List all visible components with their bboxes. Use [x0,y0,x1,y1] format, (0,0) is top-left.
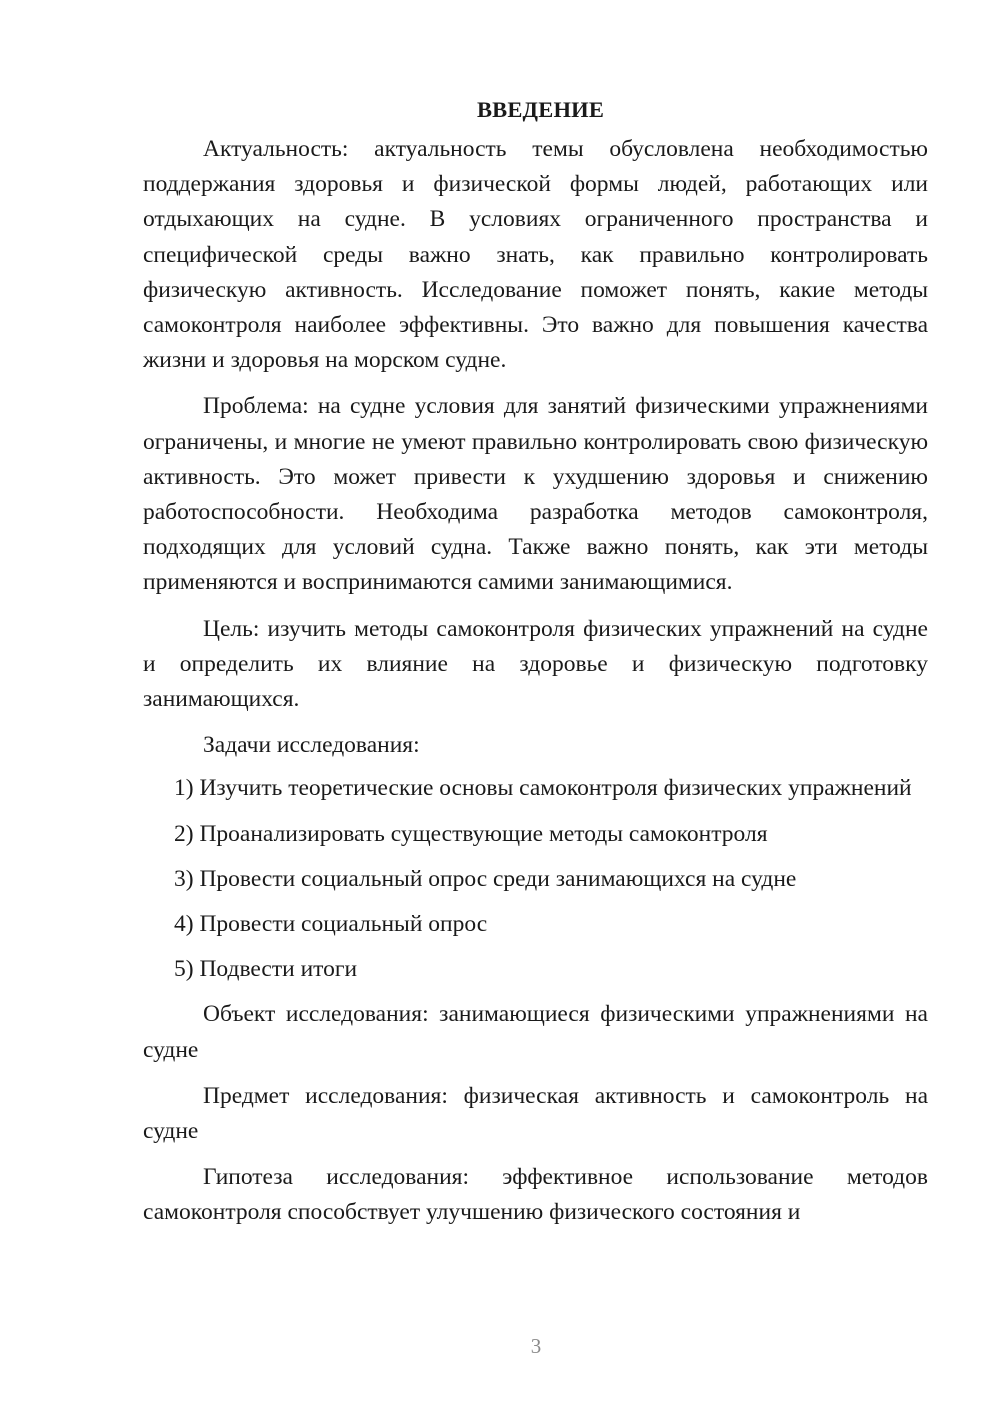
page-title: ВВЕДЕНИЕ [476,97,605,122]
task-item-1: 1) Изучить теоретические основы самоконтроля физических упражнений [174,775,912,802]
page-number: 3 [530,1334,542,1358]
document-body [143,88,928,1231]
paragraph-subject: Предмет исследования: физическая активность и самоконтроль на судне [143,1082,928,1145]
paragraph-problem: Проблема: на судне условия для занятий физическими упражнениями ограничены, и многие не умеют правильно контролировать свою физическую активность. Это может привести к ухудшению здоровья и снижению работоспособности. Необходима разработка методов самоконтроля, подходящих для условий судна. Также важно понять, как эти методы применяются и воспринимаются самими занимающимися. [143,393,928,596]
paragraph-relevance: Актуальность: актуальность темы обусловлена необходимостью поддержания здоровья и физической формы людей, работающих или отдыхающих на судне. В условиях ограниченного пространства и специфической среды важно знать, как правильно контролировать физическую активность. Исследование поможет понять, какие методы самоконтроля наиболее эффективны. Это важно для повышения качества жизни и здоровья на морском судне. [143,136,928,374]
task-item-4: 4) Провести социальный опрос [174,911,488,938]
task-item-2: 2) Проанализировать существующие методы самоконтроля [174,820,768,847]
task-item-5: 5) Подвести итоги [174,956,358,983]
paragraph-goal: Цель: изучить методы самоконтроля физических упражнений на судне и определить их влияние на здоровье и физическую подготовку занимающихся. [143,615,928,713]
paragraph-object: Объект исследования: занимающиеся физическими упражнениями на судне [143,1001,928,1063]
tasks-heading: Задачи исследования: [203,732,420,759]
task-item-3: 3) Провести социальный опрос среди занимающихся на судне [174,865,797,892]
paragraph-hypothesis: Гипотеза исследования: эффективное использование методов самоконтроля способствует улучшению физического состояния и [143,1164,928,1226]
